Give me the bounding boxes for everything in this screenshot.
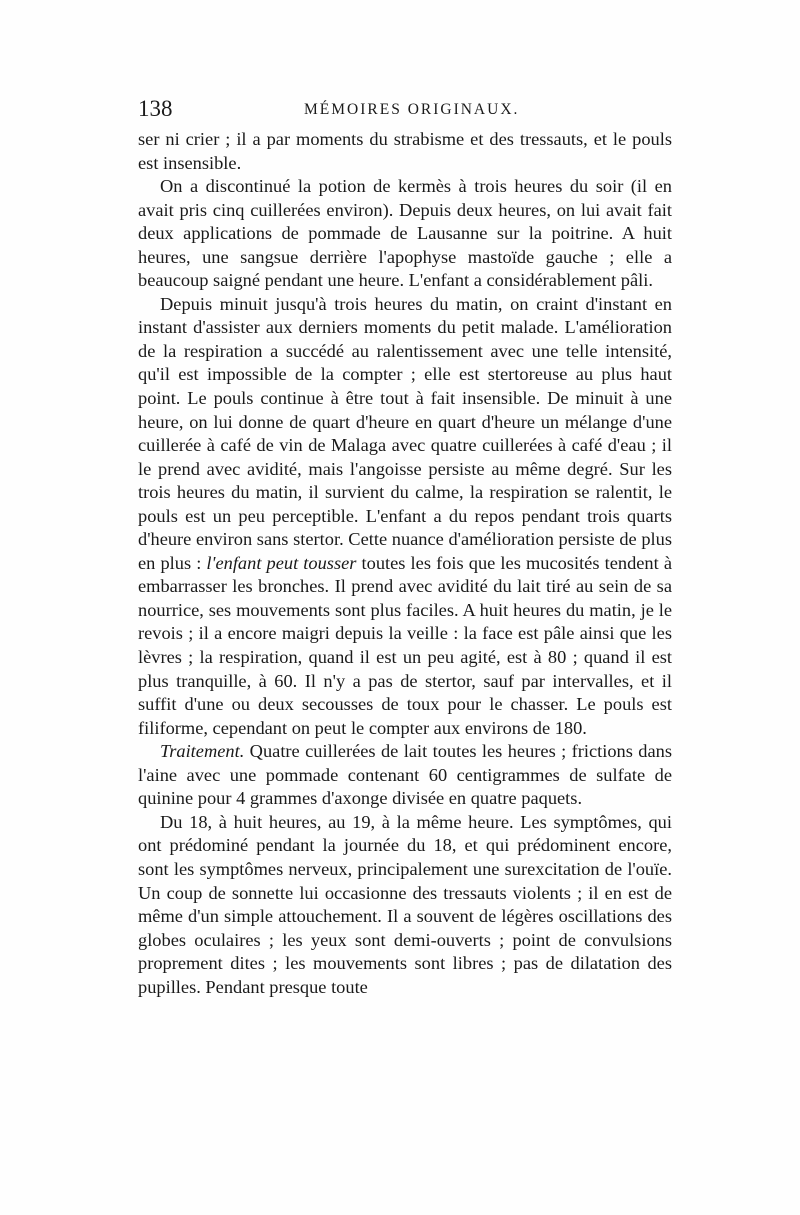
page-number: 138 <box>138 96 173 121</box>
paragraph-night-observation <box>138 293 672 740</box>
paragraph-night-text-end: toutes les fois que les mucosités tendent à embarrasser les bronches. Il prend avec avidité du lait tiré au sein de sa nourrice, ses mouvements sont plus faciles. A huit heures du matin, je le revois ; il a encore maigri depuis la veille : la face est pâle ainsi que les lèvres ; la respiration, quand il est un peu agité, est à 80 ; quand il est plus tranquille, à 60. Il n'y a pas de stertor, sauf par intervalles, et il suffit d'une ou deux secousses de toux pour le chasser. Le pouls est filiforme, cependant on peut le compter aux environs de 180. <box>138 552 672 738</box>
paragraph-continuation: ser ni crier ; il a par moments du strabisme et des tressauts, et le pouls est insensible. <box>138 129 672 173</box>
italic-heading-traitement: Traitement. <box>160 741 245 762</box>
paragraph-traitement-text: Quatre cuillerées de lait toutes les heures ; frictions dans l'aine avec une pommade contenant 60 centigrammes de sulfate de quinine pour 4 grammes d'axonge divisée en quatre paquets. <box>138 741 672 809</box>
paragraph-du-18: Du 18, à huit heures, au 19, à la même heure. Les symptômes, qui ont prédominé pendant la journée du 18, et qui prédominent encore, sont les symptômes nerveux, principalement une surexcitation de l'ouïe. Un coup de sonnette lui occasionne des tressauts violents ; il en est de même d'un simple attouchement. Il a souvent de légères oscillations des globes oculaires ; les yeux sont demi-ouverts ; point de convulsions proprement dites ; les mouvements sont libres ; pas de dilatation des pupilles. Pendant presque toute <box>138 811 672 997</box>
running-title: MÉMOIRES ORIGINAUX. <box>304 101 520 118</box>
paragraph-traitement <box>138 740 672 811</box>
paragraph-kermes: On a discontinué la potion de kermès à trois heures du soir (il en avait pris cinq cuillerées environ). Depuis deux heures, on lui avait fait deux applications de pommade de Lausanne sur la poitrine. A huit heures, une sangsue derrière l'apophyse mastoïde gauche ; elle a beaucoup saigné pendant une heure. L'enfant a considérablement pâli. <box>138 176 672 291</box>
paragraph-night-text-start: Depuis minuit jusqu'à trois heures du matin, on craint d'instant en instant d'assister aux derniers moments du petit malade. L'amélioration de la respiration a succédé au ralentissement avec une telle intensité, qu'il est impossible de la compter ; elle est stertoreuse au plus haut point. Le pouls continue à être tout à fait insensible. De minuit à une heure, on lui donne de quart d'heure en quart d'heure un mélange d'une cuillerée à café de vin de Malaga avec quatre cuillerées à café d'eau ; il le prend avec avidité, mais l'angoisse persiste au même degré. Sur les trois heures du matin, il survient du calme, la respiration se ralentit, le pouls est un peu perceptible. L'enfant a du repos pendant trois quarts d'heure environ sans stertor. Cette nuance d'amélioration persiste de plus en plus : <box>138 293 672 573</box>
italic-phrase-enfant-peut-tousser: l'enfant peut tousser <box>206 552 357 573</box>
running-head <box>138 96 668 126</box>
body-text <box>138 128 672 999</box>
